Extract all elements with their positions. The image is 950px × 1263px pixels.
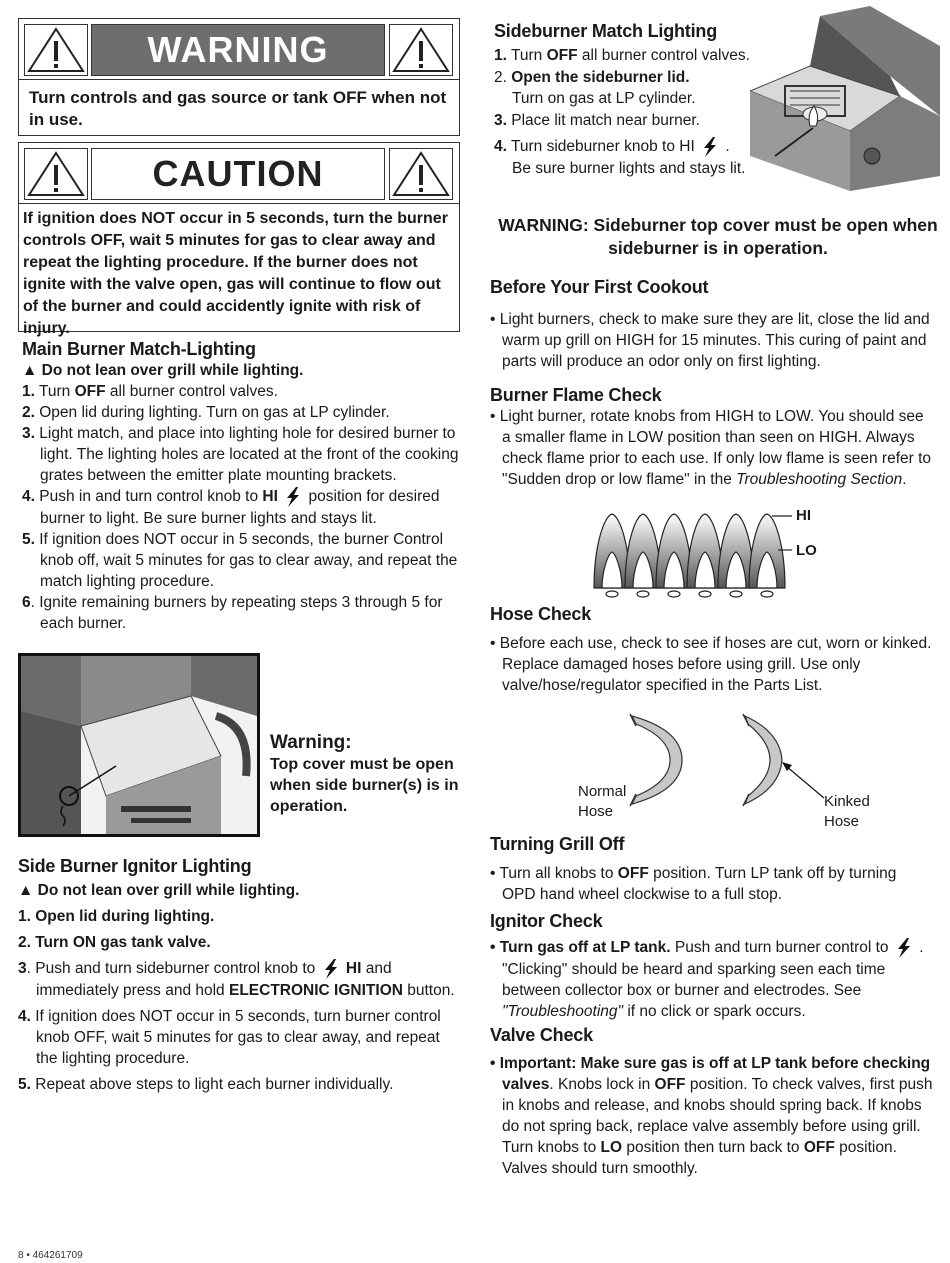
warning-triangle-icon-right (389, 24, 453, 76)
grill-lighting-hole-illustration (18, 653, 260, 837)
flame-check-text: • Light burner, rotate knobs from HIGH to LOW. You should see a smaller flame in LOW position than seen on HIGH. Always check flame prior to each use. If only low flame is seen refer to "Sudden drop or low flame" in the Troubleshooting Section. (490, 408, 932, 488)
main-step-4: 4. Push in and turn control knob to HI position for desired burner to light. Be sure burner lights and stays lit. (22, 486, 462, 529)
lightning-bolt-icon (282, 486, 304, 508)
main-step-2: 2. Open lid during lighting. Turn on gas at LP cylinder. (22, 404, 390, 421)
flame-hi-label: HI (796, 507, 811, 524)
sb-step-4: 4. Turn sideburner knob to HI . Be sure burner lights and stays lit. (494, 136, 756, 179)
side-step-3: 3. Push and turn sideburner control knob to HI and immediately press and hold ELECTRONIC IGNITION button. (18, 958, 464, 1001)
sb-step-2: 2. Open the sideburner lid. Turn on gas at LP cylinder. (494, 69, 696, 107)
normal-hose-label: Normal Hose (578, 783, 627, 820)
sb-step-3: 3. Place lit match near burner. (494, 112, 700, 129)
sideburner-match-heading: Sideburner Match Lighting (494, 21, 717, 41)
lightning-bolt-icon (893, 937, 915, 959)
turning-off-text: • Turn all knobs to OFF position. Turn LP tank off by turning OPD hand wheel clockwise to a full stop. (490, 865, 897, 903)
flame-check-heading: Burner Flame Check (490, 385, 662, 405)
side-ignitor-section (18, 855, 464, 1095)
caution-title: CAUTION (91, 148, 385, 200)
turning-off-section (490, 833, 934, 905)
side-ignitor-note: ▲ Do not lean over grill while lighting. (18, 882, 300, 899)
kinked-hose-label: Kinked Hose (824, 793, 870, 830)
caution-box (18, 142, 460, 337)
flame-check-section (490, 384, 934, 490)
main-step-5: 5. If ignition does NOT occur in 5 seconds, the burner Control knob off, wait 5 minutes for gas to clear away, and repeat the match lighting procedure. (22, 531, 458, 590)
figure-warning (270, 732, 460, 817)
ignitor-check-text: • Turn gas off at LP tank. Push and turn burner control to . "Clicking" should be heard and sparking seen each time between collector box or burner and electrodes. See "Troubleshooting" if no click or spark occurs. (490, 937, 934, 1022)
valve-check-text: • Important: Make sure gas is off at LP tank before checking valves. Knobs lock in OFF position. To check valves, first push in knobs and release, and knobs should spring back. If knobs do not spring back, replace valve assembly before using grill. Turn knobs to LO position then turn back to OFF position. Valves should turn smoothly. (490, 1055, 933, 1177)
main-step-1: 1. Turn OFF all burner control valves. (22, 383, 278, 400)
caution-text: If ignition does NOT occur in 5 seconds, turn the burner controls OFF, wait 5 minutes for gas to clear away and repeat the lighting procedure. If the burner does not ignite with the valve open, gas will continue to flow out of the burner and could accidently ignite with risk of injury. (23, 210, 448, 337)
valve-check-section (490, 1024, 936, 1179)
hose-diagram (620, 712, 850, 807)
sideburner-match-section (494, 20, 756, 179)
warning-text: Turn controls and gas source or tank OFF when not in use. (29, 88, 447, 129)
flame-diagram (592, 506, 822, 602)
main-step-3: 3. Light match, and place into lighting hole for desired burner to light. The lighting holes are located at the front of the cooking grates between the emitter plate mounting brackets. (22, 425, 459, 484)
warning-box (18, 18, 460, 136)
sb-step-1: 1. Turn OFF all burner control valves. (494, 47, 750, 64)
main-burner-section (22, 338, 462, 634)
main-burner-heading: Main Burner Match-Lighting (22, 339, 256, 359)
hose-check-section (490, 603, 940, 696)
turning-off-heading: Turning Grill Off (490, 834, 625, 854)
flame-lo-label: LO (796, 542, 817, 559)
figure-warning-title: Warning: (270, 732, 352, 753)
warning-title: WARNING (91, 24, 385, 76)
ignitor-check-heading: Ignitor Check (490, 911, 603, 931)
first-cookout-text: • Light burners, check to make sure they are lit, close the lid and warm up grill on HIGH for 15 minutes. This curing of paint and parts will produce an odor only on first lighting. (490, 311, 930, 370)
sideburner-illustration (750, 6, 940, 196)
caution-triangle-icon-left (24, 148, 88, 200)
first-cookout-section (490, 276, 934, 372)
page-footer: 8 • 464261709 (18, 1250, 83, 1261)
ignitor-check-section (490, 910, 934, 1022)
main-burner-note: ▲ Do not lean over grill while lighting. (22, 362, 304, 379)
side-step-1: 1. Open lid during lighting. (18, 908, 215, 925)
side-step-4: 4. If ignition does NOT occur in 5 seconds, turn burner control knob OFF, wait 5 minutes for gas to clear away, and repeat the lighting procedure. (18, 1008, 441, 1067)
side-step-5: 5. Repeat above steps to light each burner individually. (18, 1076, 394, 1093)
first-cookout-heading: Before Your First Cookout (490, 277, 709, 297)
lightning-bolt-icon (320, 958, 342, 980)
hose-check-text: • Before each use, check to see if hoses are cut, worn or kinked. Replace damaged hoses before using grill. Use only valve/hose/regulator specified in the Parts List. (490, 635, 932, 694)
figure-warning-text: Top cover must be open when side burner(s) is in operation. (270, 756, 459, 815)
main-step-6: 6. Ignite remaining burners by repeating steps 3 through 5 for each burner. (22, 594, 443, 632)
hose-check-heading: Hose Check (490, 604, 592, 624)
lightning-bolt-icon (699, 136, 721, 158)
warning-triangle-icon-left (24, 24, 88, 76)
side-step-2: 2. Turn ON gas tank valve. (18, 934, 211, 951)
sideburner-warning: WARNING: Sideburner top cover must be open when sideburner is in operation. (498, 215, 938, 258)
caution-triangle-icon-right (389, 148, 453, 200)
side-ignitor-heading: Side Burner Ignitor Lighting (18, 856, 252, 876)
valve-check-heading: Valve Check (490, 1025, 593, 1045)
